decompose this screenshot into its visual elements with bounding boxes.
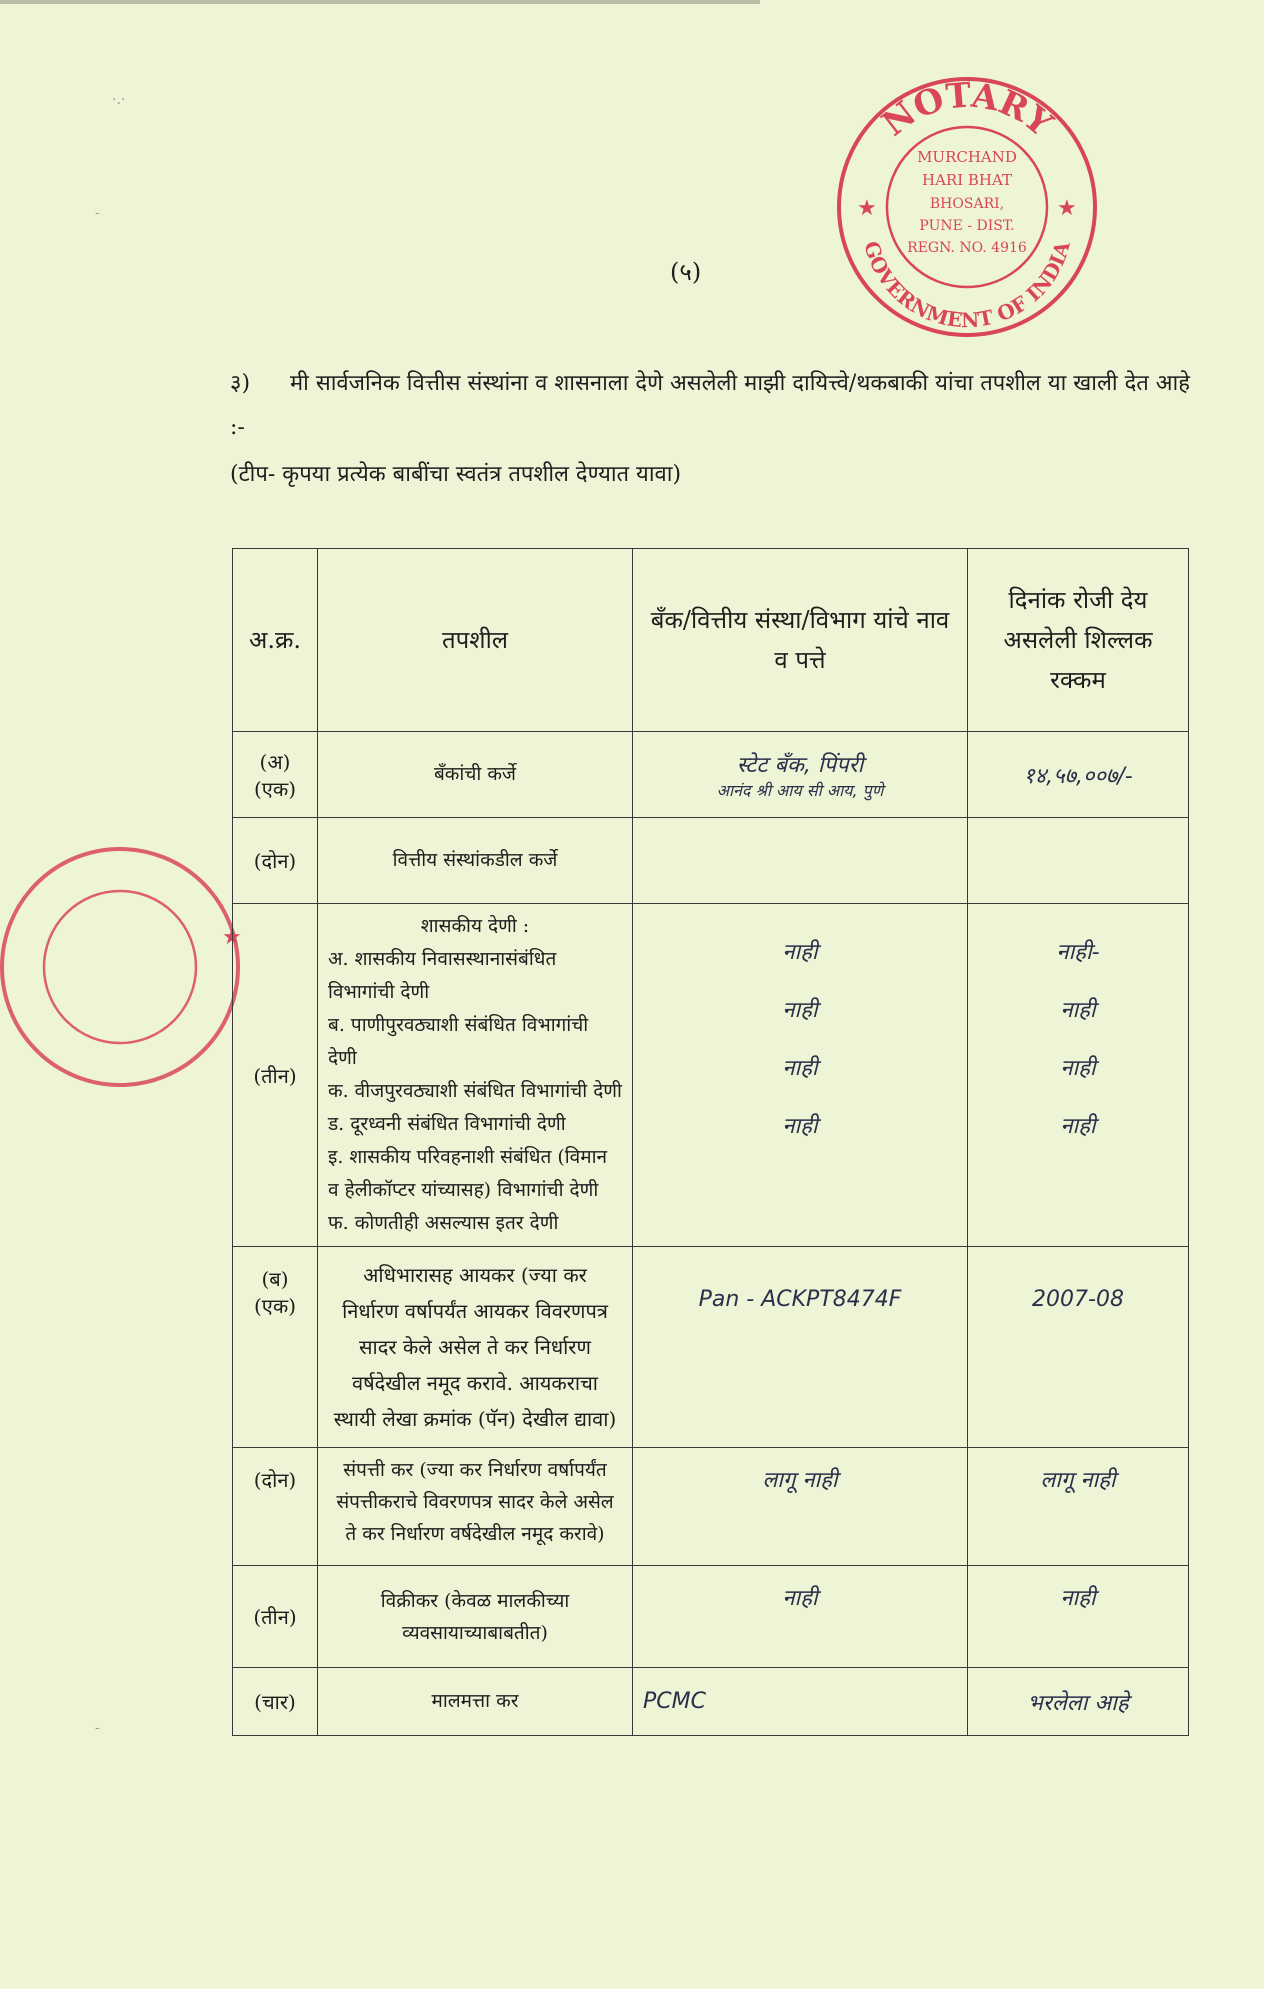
govt-dues-title: शासकीय देणी : <box>420 915 530 937</box>
star-icon: ★ <box>1057 196 1077 221</box>
row-desc: बँकांची कर्जे <box>318 732 633 818</box>
row-sr: (तीन) <box>233 904 318 1247</box>
liabilities-table <box>232 548 1189 1736</box>
stamp-place: BHOSARI, <box>929 196 1005 212</box>
row-sr: (चार) <box>233 1668 318 1736</box>
svg-text:NOTARY <box>875 75 1060 145</box>
row-sr: (ब)(एक) <box>233 1247 318 1448</box>
star-icon: ★ <box>222 925 242 950</box>
handwritten-entry: नाही <box>782 998 818 1023</box>
row-amount: 2007-08 <box>968 1247 1189 1448</box>
row-sr: (तीन) <box>233 1566 318 1668</box>
handwritten-entry: नाही <box>782 1114 818 1139</box>
page-top-edge <box>0 0 760 4</box>
row-bank: Pan - ACKPT8474F <box>633 1247 968 1448</box>
handwritten-entry: नाही- <box>1056 940 1100 965</box>
govt-dues-item: अ. शासकीय निवासस्थानासंबंधित विभागांची देणी <box>328 948 557 1003</box>
header-details: तपशील <box>318 549 633 732</box>
govt-dues-item: ड. दूरध्वनी संबंधित विभागांची देणी <box>328 1113 566 1135</box>
row-amount: भरलेला आहे <box>968 1668 1189 1736</box>
row-amount <box>968 904 1189 1247</box>
page-number: (५) <box>670 258 702 286</box>
table-row <box>233 1247 1189 1448</box>
handwritten-entry: नाही <box>1060 1056 1096 1081</box>
table-header-row <box>233 549 1189 732</box>
scan-mark: ·.· <box>112 92 126 108</box>
bank-name-2: आनंद श्री आय सी आय, पुणे <box>716 780 884 800</box>
row-amount: लागू नाही <box>968 1448 1189 1566</box>
table-row <box>233 904 1189 1247</box>
row-bank <box>633 818 968 904</box>
header-bank: बँक/वित्तीय संस्था/विभाग यांचे नाव व पत्ते <box>633 549 968 732</box>
stamp-name-1: MURCHAND <box>917 148 1017 166</box>
row-desc: संपत्ती कर (ज्या कर निर्धारण वर्षापर्यंत संपत्तीकराचे विवरणपत्र सादर केले असेल ते कर निर्धारण वर्षदेखील नमूद करावे) <box>318 1448 633 1566</box>
stamp-district: PUNE - DIST. <box>919 218 1015 234</box>
row-amount: नाही <box>968 1566 1189 1668</box>
star-icon: ★ <box>857 196 877 221</box>
row-amount <box>968 818 1189 904</box>
header-sr: अ.क्र. <box>233 549 318 732</box>
row-desc: अधिभारासह आयकर (ज्या कर निर्धारण वर्षापर्यंत आयकर विवरणपत्र सादर केले असेल ते कर निर्धारण वर्षदेखील नमूद करावे. आयकराचा स्थायी लेखा क्रमांक (पॅन) देखील द्यावा) <box>318 1247 633 1448</box>
bank-name: स्टेट बँक, पिंपरी <box>736 752 864 778</box>
row-sr: (दोन) <box>233 818 318 904</box>
intro-paragraph <box>230 362 1190 450</box>
row-bank <box>633 732 968 818</box>
row-bank: PCMC <box>633 1668 968 1736</box>
govt-dues-item: इ. शासकीय परिवहनाशी संबंधित (विमान व हेलीकॉप्टर यांच्यासह) विभागांची देणी <box>328 1146 608 1201</box>
row-desc: मालमत्ता कर <box>318 1668 633 1736</box>
govt-dues-item: क. वीजपुरवठ्याशी संबंधित विभागांची देणी <box>328 1080 622 1102</box>
handwritten-entry: नाही <box>1060 998 1096 1023</box>
handwritten-entry: नाही <box>782 940 818 965</box>
note-text: (टीप- कृपया प्रत्येक बाबींचा स्वतंत्र तपशील देण्यात यावा) <box>230 462 682 487</box>
header-amount: दिनांक रोजी देय असलेली शिल्लक रक्कम <box>968 549 1189 732</box>
row-bank <box>633 904 968 1247</box>
row-desc: विक्रीकर (केवळ मालकीच्या व्यवसायाच्याबाबतीत) <box>318 1566 633 1668</box>
intro-text: मी सार्वजनिक वित्तीस संस्थांना व शासनाला देणे असलेली माझी दायित्त्वे/थकबाकी यांचा तपशील या खाली देत आहे :- <box>230 371 1190 440</box>
row-sr: (दोन) <box>233 1448 318 1566</box>
govt-dues-item: ब. पाणीपुरवठ्याशी संबंधित विभागांची देणी <box>328 1014 589 1069</box>
govt-dues-item: फ. कोणतीही असल्यास इतर देणी <box>328 1212 559 1234</box>
table-row <box>233 1566 1189 1668</box>
row-sr: (अ)(एक) <box>233 732 318 818</box>
table-row <box>233 1448 1189 1566</box>
row-amount: १४,५७,००७/- <box>968 732 1189 818</box>
scan-mark: - <box>95 205 100 221</box>
row-bank: लागू नाही <box>633 1448 968 1566</box>
scan-mark: - <box>95 1720 100 1736</box>
handwritten-entry: नाही <box>1060 1114 1096 1139</box>
stamp-name-2: HARI BHAT <box>921 171 1013 189</box>
stamp-top-text: NOTARY <box>874 75 1060 145</box>
table-row <box>233 732 1189 818</box>
table-row <box>233 818 1189 904</box>
stamp-bottom-text: GOVERNMENT OF INDIA <box>859 238 1075 333</box>
table-row <box>233 1668 1189 1736</box>
section-number: ३) <box>230 371 251 396</box>
row-desc <box>318 904 633 1247</box>
row-desc: वित्तीय संस्थांकडील कर्जे <box>318 818 633 904</box>
notary-stamp <box>832 72 1102 342</box>
handwritten-entry: नाही <box>782 1056 818 1081</box>
stamp-regn: REGN. NO. 4916 <box>907 240 1027 256</box>
partial-notary-stamp <box>0 832 250 1102</box>
row-bank: नाही <box>633 1566 968 1668</box>
